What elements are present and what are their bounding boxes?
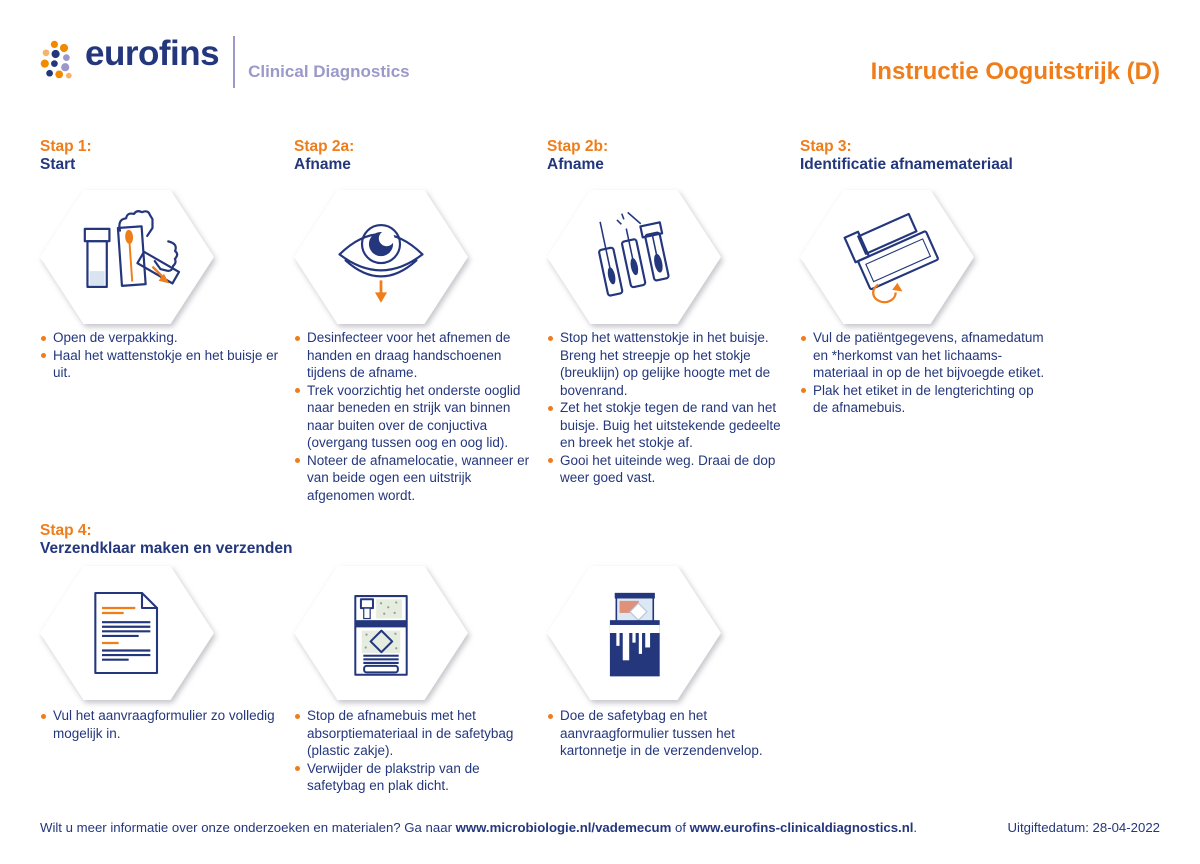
step-column-2b: [547, 138, 792, 485]
bullet-item: Verwijder de plakstrip van de safetybag en plak dicht.: [294, 760, 539, 795]
step-bullets: [800, 329, 1045, 417]
eurofins-logo: [40, 32, 410, 88]
page-title: Instructie Ooguitstrijk (D): [870, 58, 1160, 85]
step-column-3: [800, 138, 1120, 415]
footer-period: .: [913, 820, 918, 835]
eurofins-dots-icon: [40, 38, 76, 82]
hexagon: [40, 566, 214, 700]
bullet-item: Open de verpakking.: [40, 329, 285, 347]
eurofins-wordmark: eurofins: [85, 34, 220, 73]
footer-link-eurofins: www.eurofins-clinicaldiagnostics.nl: [689, 820, 914, 835]
envelope-icon: [581, 583, 687, 683]
footer-link-microbiologie: www.microbiologie.nl/vademecum: [455, 820, 672, 835]
footer-info: [40, 820, 917, 835]
hexagon: [294, 566, 468, 700]
bullet-item: Gooi het uiteinde weg. Draai de dop weer goed vast.: [547, 452, 792, 487]
step-label: Stap 3:: [800, 138, 852, 155]
eye-icon: [324, 205, 438, 309]
bullet-item: Doe de safetybag en het aanvraagformulier tussen het kartonnetje in de verzendenvelop.: [547, 707, 792, 760]
hexagon: [547, 190, 721, 324]
step-bullets: [40, 707, 285, 742]
step-label: Stap 1:: [40, 138, 92, 155]
step-bullets: [547, 707, 792, 760]
hexagon: [40, 190, 214, 324]
footer-separator: of: [675, 820, 686, 835]
step-label: Stap 4:: [40, 522, 92, 539]
logo-divider: [233, 36, 235, 88]
step4-header: [40, 522, 370, 558]
form-document-icon: [72, 583, 182, 683]
step-bullets: [40, 329, 285, 382]
bullet-item: Stop het wattenstokje in het buisje. Breng het streepje op het stokje (breuklijn) op gelijke hoogte met de bovenrand.: [547, 329, 792, 399]
logo-subtitle: Clinical Diagnostics: [248, 62, 410, 81]
step-bullets: [294, 329, 539, 504]
bullet-item: Desinfecteer voor het afnemen de handen en draag handschoenen tijdens de afname.: [294, 329, 539, 382]
bullet-item: Vul de patiëntgegevens, afnamedatum en *herkomst van het lichaams-materiaal in op de het bijvoegde etiket.: [800, 329, 1045, 382]
step-title: Verzendklaar maken en verzenden: [40, 540, 293, 557]
hexagon: [547, 566, 721, 700]
bullet-item: Noteer de afnamelocatie, wanneer er van beide ogen een uitstrijk afgenomen wordt.: [294, 452, 539, 505]
step-column-1: [40, 138, 285, 380]
step-title: Identificatie afnamemateriaal: [800, 156, 1013, 173]
hexagon: [294, 190, 468, 324]
safetybag-icon: [328, 583, 434, 683]
footer-info-text: Wilt u meer informatie over onze onderzoeken en materialen? Ga naar: [40, 820, 452, 835]
swab-tubes-icon: [577, 205, 691, 309]
issue-date: Uitgiftedatum: 28-04-2022: [1007, 820, 1160, 835]
footer: [40, 820, 1160, 835]
bullet-item: Plak het etiket in de lengterichting op de afnamebuis.: [800, 382, 1045, 417]
step-title: Afname: [294, 156, 351, 173]
open-package-icon: [69, 204, 185, 310]
bullet-item: Trek voorzichtig het onderste ooglid naar beneden en strijk van binnen naar buiten over de conjuctiva (overgang tussen oog en oog lid).: [294, 382, 539, 452]
bullet-item: Stop de afnamebuis met het absorptiemateriaal in de safetybag (plastic zakje).: [294, 707, 539, 760]
step-label: Stap 2b:: [547, 138, 609, 155]
step-title: Start: [40, 156, 76, 173]
step-label: Stap 2a:: [294, 138, 355, 155]
hexagon: [800, 190, 974, 324]
label-tube-icon: [830, 205, 944, 309]
step-bullets: [294, 707, 539, 795]
step-title: Afname: [547, 156, 604, 173]
step-bullets: [547, 329, 792, 487]
bullet-item: Vul het aanvraagformulier zo volledig mogelijk in.: [40, 707, 285, 742]
step-column-2a: [294, 138, 539, 503]
bullet-item: Zet het stokje tegen de rand van het buisje. Buig het uitstekende gedeelte en breek het stokje af.: [547, 399, 792, 452]
bullet-item: Haal het wattenstokje en het buisje er uit.: [40, 347, 285, 382]
